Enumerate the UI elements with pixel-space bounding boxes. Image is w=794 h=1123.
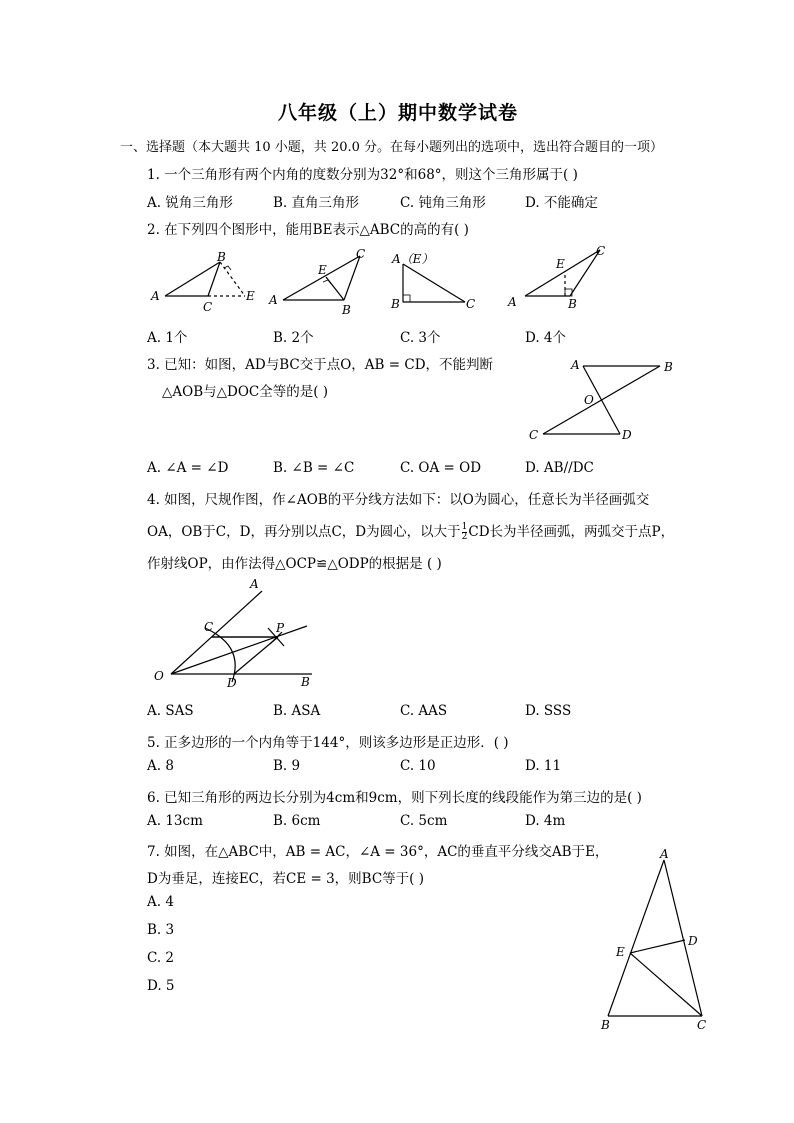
q2-option-c[interactable]: C. 3个 xyxy=(400,330,441,346)
q2-option-d[interactable]: D. 4个 xyxy=(525,330,567,346)
q6-option-d[interactable]: D. 4m xyxy=(525,813,566,829)
q2-f2-label-e: E xyxy=(318,263,327,277)
q4-figure xyxy=(150,576,330,691)
q5-option-b[interactable]: B. 9 xyxy=(273,758,301,774)
q2-figures xyxy=(140,244,620,320)
q7-label-c: C xyxy=(697,1018,707,1032)
q2-f3-label-c: C xyxy=(466,297,476,311)
q1-option-a[interactable]: A. 锐角三角形 xyxy=(147,195,233,211)
q2-f1-label-e: E xyxy=(246,289,255,303)
q4-frac-den: 2 xyxy=(461,532,468,542)
question-2: 2. 在下列四个图形中，能用BE表示△ABC的高的有( ) xyxy=(147,222,469,238)
q5-option-d[interactable]: D. 11 xyxy=(525,758,562,774)
section-heading: 一、选择题（本大题共 10 小题，共 20.0 分。在每小题列出的选项中，选出符合题目的一项） xyxy=(120,140,664,155)
q7-label-d: D xyxy=(688,934,698,948)
q4-line2-part-a: OA，OB于C，D，再分别以点C，D为圆心，以大于 xyxy=(147,524,461,540)
q2-f2-label-b: B xyxy=(342,303,351,317)
q2-f1-label-c: C xyxy=(203,300,213,314)
question-4-line2 xyxy=(147,520,674,542)
q4-option-a[interactable]: A. SAS xyxy=(147,703,194,719)
q3-figure xyxy=(525,354,685,446)
q7-option-b[interactable]: B. 3 xyxy=(147,922,175,938)
q3-label-b: B xyxy=(664,360,673,374)
q4-label-o: O xyxy=(154,669,164,683)
q7-label-a: A xyxy=(660,847,669,861)
q4-line2-part-b: CD长为半径画弧，两弧交于点P， xyxy=(468,524,675,540)
question-7-line1: 7. 如图，在△ABC中，AB = AC，∠A = 36°，AC的垂直平分线交AB于E， xyxy=(147,844,609,860)
q4-option-d[interactable]: D. SSS xyxy=(525,703,572,719)
q3-option-c[interactable]: C. OA = OD xyxy=(400,460,482,476)
q4-option-b[interactable]: B. ASA xyxy=(273,703,321,719)
question-6: 6. 已知三角形的两边长分别为4cm和9cm，则下列长度的线段能作为第三边的是( ) xyxy=(147,790,642,806)
q5-option-c[interactable]: C. 10 xyxy=(400,758,436,774)
q2-f3-label-ae: A（E） xyxy=(392,252,434,266)
q2-option-b[interactable]: B. 2个 xyxy=(273,330,314,346)
q2-f4-label-c: C xyxy=(596,244,606,258)
q3-label-c: C xyxy=(529,428,539,442)
question-4-line3: 作射线OP，由作法得△OCP≌△ODP的根据是 ( ) xyxy=(147,556,442,572)
q4-label-a: A xyxy=(250,577,259,591)
q3-label-d: D xyxy=(622,428,632,442)
q6-option-a[interactable]: A. 13cm xyxy=(147,813,203,829)
q2-option-a[interactable]: A. 1个 xyxy=(147,330,188,346)
q2-f2-label-c: C xyxy=(356,247,366,261)
q6-option-c[interactable]: C. 5cm xyxy=(400,813,448,829)
q2-f3-label-b: B xyxy=(391,297,400,311)
q3-option-d[interactable]: D. AB//DC xyxy=(525,460,594,476)
q7-option-a[interactable]: A. 4 xyxy=(147,894,174,910)
q7-label-b: B xyxy=(601,1018,610,1032)
q4-frac-num: 1 xyxy=(461,522,468,532)
question-4-line1: 4. 如图，尺规作图，作∠AOB的平分线方法如下：以O为圆心，任意长为半径画弧交 xyxy=(147,492,650,508)
q4-label-d: D xyxy=(227,676,237,690)
q4-label-c: C xyxy=(204,620,214,634)
q4-fraction xyxy=(462,523,468,542)
q3-label-o: O xyxy=(584,393,594,407)
q2-f4-label-b: B xyxy=(568,297,577,311)
q3-option-b[interactable]: B. ∠B = ∠C xyxy=(273,460,355,476)
q2-f1-label-b: B xyxy=(217,250,226,264)
q5-option-a[interactable]: A. 8 xyxy=(147,758,174,774)
q7-option-d[interactable]: D. 5 xyxy=(147,978,175,994)
q2-f4-label-a: A xyxy=(508,295,517,309)
q7-figure xyxy=(596,846,720,1036)
q7-label-e: E xyxy=(616,945,625,959)
q6-option-b[interactable]: B. 6cm xyxy=(273,813,321,829)
question-3-line1: 3. 已知：如图，AD与BC交于点O，AB = CD，不能判断 xyxy=(147,357,494,373)
question-3-line2: △AOB与△DOC全等的是( ) xyxy=(162,384,329,400)
q2-f4-label-e: E xyxy=(556,257,565,271)
q1-option-d[interactable]: D. 不能确定 xyxy=(525,195,598,211)
question-1: 1. 一个三角形有两个内角的度数分别为32°和68°，则这个三角形属于( ) xyxy=(147,167,578,183)
q3-label-a: A xyxy=(571,358,580,372)
q2-f1-label-a: A xyxy=(151,289,160,303)
q4-label-p: P xyxy=(276,621,285,635)
page-title: 八年级（上）期中数学试卷 xyxy=(278,102,519,124)
q1-option-c[interactable]: C. 钝角三角形 xyxy=(400,195,486,211)
q7-option-c[interactable]: C. 2 xyxy=(147,950,175,966)
q3-option-a[interactable]: A. ∠A = ∠D xyxy=(147,460,229,476)
q2-f2-label-a: A xyxy=(269,293,278,307)
q4-option-c[interactable]: C. AAS xyxy=(400,703,448,719)
q1-option-b[interactable]: B. 直角三角形 xyxy=(273,195,360,211)
question-5: 5. 正多边形的一个内角等于144°，则该多边形是正边形．( ) xyxy=(147,735,509,751)
q4-label-b: B xyxy=(301,675,310,689)
question-7-line2: D为垂足，连接EC，若CE = 3，则BC等于( ) xyxy=(147,871,425,887)
